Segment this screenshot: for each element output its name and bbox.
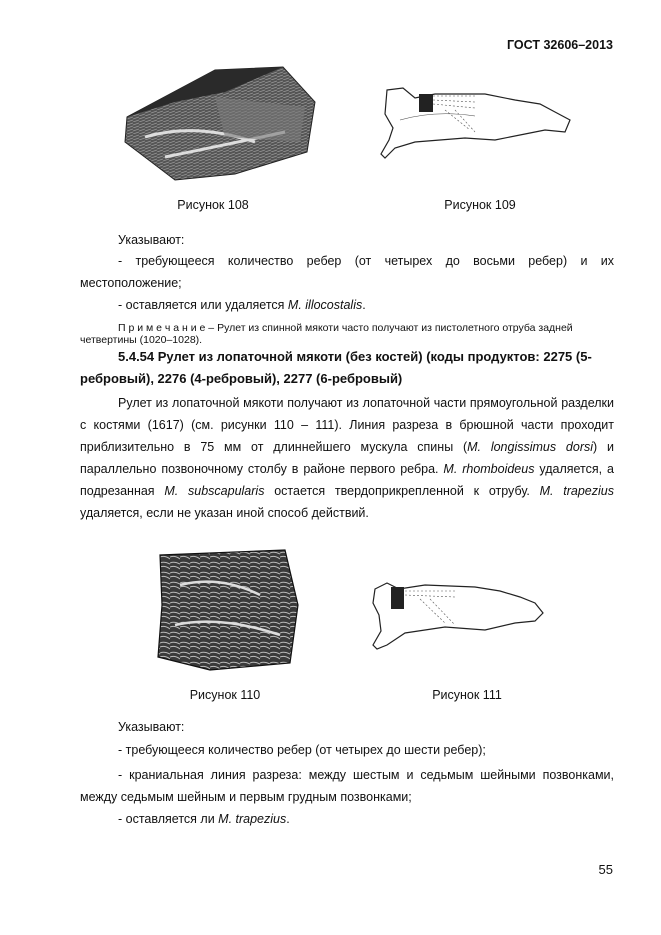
figure-108-caption: Рисунок 108 — [177, 198, 249, 212]
figure-111-diagram — [365, 575, 550, 655]
specify-label-1: Указывают: — [118, 233, 185, 247]
list-item-rib-count-1: - требующееся количество ребер (от четырех до восьми ребер) и их местоположение; — [80, 254, 614, 290]
section-paragraph: Рулет из лопаточной мякоти получают из лопаточной части прямоугольной разделки с костями (1617) (см. рисунки 110 – 111). Линия разреза в брюшной части проходит приблизительно в 75 мм от длиннейшего мускула спины (M. longissimus dorsi) и параллельно позвоночному столбу в районе первого ребра. M. rhomboideus удаляется, а подрезанная M. subscapularis остается твердоприкрепленной к отрубу. M. trapezius удаляется, если не указан иной способ действий. — [80, 396, 614, 520]
list-item-rib-count-2: - требующееся количество ребер (от четырех до шести ребер); — [118, 743, 486, 757]
figure-109-diagram — [375, 80, 580, 162]
figure-110-image — [150, 545, 305, 675]
specify-label-2: Указывают: — [118, 720, 185, 734]
figure-111-caption: Рисунок 111 — [432, 688, 502, 702]
page-number: 55 — [598, 862, 613, 877]
document-standard-header: ГОСТ 32606–2013 — [507, 38, 613, 52]
list-item-cranial-cut: - краниальная линия разреза: между шестым и седьмым шейными позвонками, между седьмым шейным и первым грудным позвонками; — [80, 768, 614, 804]
section-heading: 5.4.54 Рулет из лопаточной мякоти (без костей) (коды продуктов: 2275 (5-ребровый), 2276 (4-ребровый), 2277 (6-ребровый) — [80, 349, 592, 386]
figure-110-caption: Рисунок 110 — [189, 688, 261, 702]
figure-109-caption: Рисунок 109 — [444, 198, 516, 212]
list-item-trapezius: - оставляется ли M. trapezius. — [118, 812, 290, 826]
figure-108-image — [115, 62, 325, 182]
note: П р и м е ч а н и е – Рулет из спинной мякоти часто получают из пистолетного отруба задней четвертины (1020–1028). — [80, 322, 573, 346]
list-item-illocostalis: - оставляется или удаляется M. illocostalis. — [118, 298, 366, 312]
